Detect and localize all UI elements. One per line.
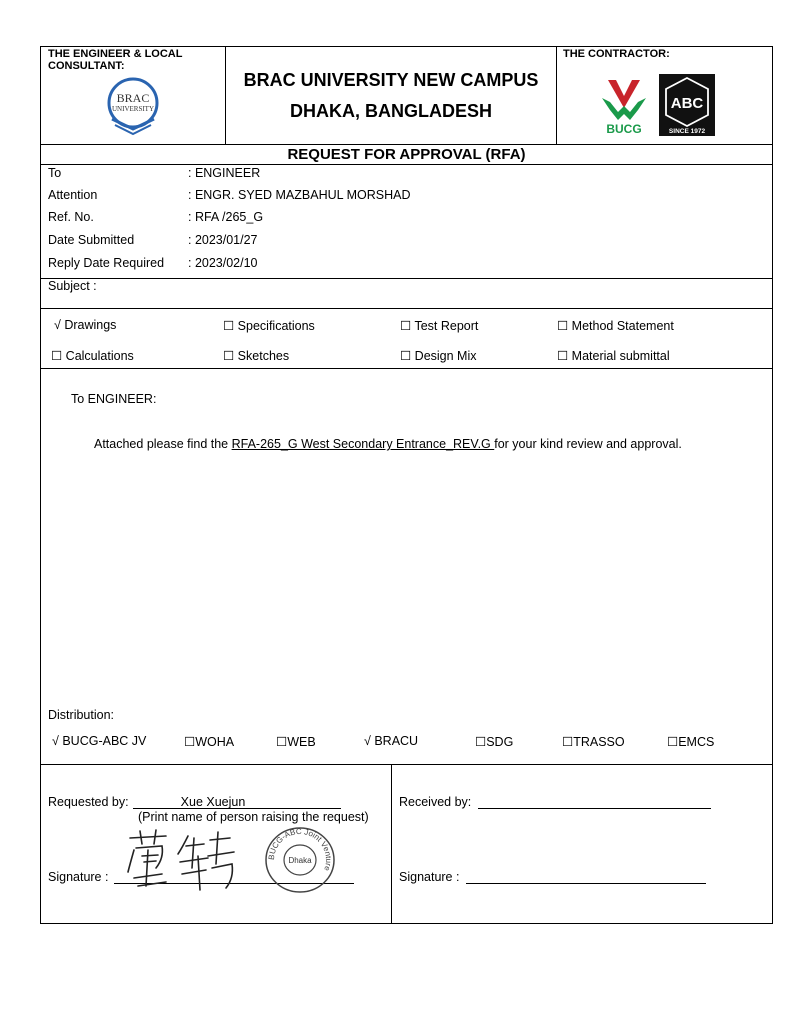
body-document-ref: RFA-265_G West Secondary Entrance_REV.G xyxy=(231,437,495,451)
brac-logo-text-1: BRAC xyxy=(116,91,150,105)
category-specifications[interactable]: ☐ Specifications xyxy=(223,319,315,333)
field-label-attention: Attention xyxy=(48,188,98,202)
stamp-center-text: Dhaka xyxy=(288,856,312,865)
signature-line-right xyxy=(466,883,706,884)
handwritten-signature xyxy=(122,828,242,894)
requested-by-label: Requested by: xyxy=(48,795,129,809)
print-name-note: (Print name of person raising the request) xyxy=(138,810,369,824)
field-value-to: : ENGINEER xyxy=(188,166,261,180)
category-material-submittal[interactable]: ☐ Material submittal xyxy=(557,349,670,363)
header-divider-left xyxy=(225,46,226,144)
distribution-label: Distribution: xyxy=(48,708,114,722)
field-value-reply-date: : 2023/02/10 xyxy=(188,256,258,270)
body-text-before: Attached please find the xyxy=(94,437,232,451)
subject-label: Subject : xyxy=(48,279,97,293)
category-calculations[interactable]: ☐ Calculations xyxy=(51,349,134,363)
form-title: REQUEST FOR APPROVAL (RFA) xyxy=(287,146,526,163)
abc-since-text: SINCE 1972 xyxy=(668,128,706,135)
project-title-line1: BRAC UNIVERSITY NEW CAMPUS xyxy=(243,70,539,90)
category-design-mix[interactable]: ☐ Design Mix xyxy=(400,349,477,363)
field-label-to: To xyxy=(48,166,62,180)
svg-text:BUCG-ABC Joint Venture xyxy=(267,827,333,873)
field-label-reply-date: Reply Date Required xyxy=(48,256,165,270)
distribution-trasso[interactable]: ☐TRASSO xyxy=(562,735,625,749)
received-by-label: Received by: xyxy=(399,795,472,809)
abc-logo xyxy=(659,74,715,136)
bucg-logo xyxy=(598,76,650,136)
fields-bottom-rule xyxy=(40,278,773,279)
distribution-web[interactable]: ☐WEB xyxy=(276,735,316,749)
distribution-sdg[interactable]: ☐SDG xyxy=(475,735,514,749)
requested-by-name: Xue Xuejun xyxy=(180,795,246,809)
body-salutation: To ENGINEER: xyxy=(71,392,157,406)
field-value-ref-no: : RFA /265_G xyxy=(188,210,264,224)
category-sketches[interactable]: ☐ Sketches xyxy=(223,349,290,363)
field-value-date-submitted: : 2023/01/27 xyxy=(188,233,258,247)
form-frame xyxy=(40,46,773,924)
categories-bottom-rule xyxy=(40,368,773,369)
signature-label-right: Signature : xyxy=(399,870,460,884)
contractor-label: THE CONTRACTOR: xyxy=(563,48,670,60)
brac-university-logo xyxy=(98,76,168,142)
signature-label-left: Signature : xyxy=(48,870,109,884)
company-stamp xyxy=(264,826,336,894)
distribution-emcs[interactable]: ☐EMCS xyxy=(667,735,715,749)
header-bottom-rule xyxy=(40,144,773,145)
signature-divider xyxy=(391,764,392,924)
bucg-logo-text: BUCG xyxy=(606,122,642,136)
category-test-report[interactable]: ☐ Test Report xyxy=(400,319,479,333)
subject-bottom-rule xyxy=(40,308,773,309)
stamp-ring-text: BUCG-ABC Joint Venture xyxy=(266,826,334,872)
category-method-statement[interactable]: ☐ Method Statement xyxy=(557,319,674,333)
body-sentence xyxy=(94,437,682,451)
header-divider-right xyxy=(556,46,557,144)
distribution-bucg-abc-jv[interactable]: √ BUCG-ABC JV xyxy=(52,734,147,748)
body-bottom-rule xyxy=(40,764,773,765)
field-value-attention: : ENGR. SYED MAZBAHUL MORSHAD xyxy=(188,188,411,202)
body-text-after: for your kind review and approval. xyxy=(494,437,682,451)
title-bottom-rule xyxy=(40,164,773,165)
category-drawings[interactable]: √ Drawings xyxy=(54,318,117,332)
abc-logo-text: ABC xyxy=(670,95,704,112)
engineer-label: THE ENGINEER & LOCAL CONSULTANT: xyxy=(48,48,183,72)
field-label-date-submitted: Date Submitted xyxy=(48,233,135,247)
received-by-line xyxy=(478,808,711,809)
distribution-bracu[interactable]: √ BRACU xyxy=(364,734,419,748)
project-title-line2: DHAKA, BANGLADESH xyxy=(290,101,492,121)
distribution-woha[interactable]: ☐WOHA xyxy=(184,735,235,749)
brac-logo-text-2: UNIVERSITY xyxy=(112,105,154,113)
field-label-ref-no: Ref. No. xyxy=(48,210,94,224)
